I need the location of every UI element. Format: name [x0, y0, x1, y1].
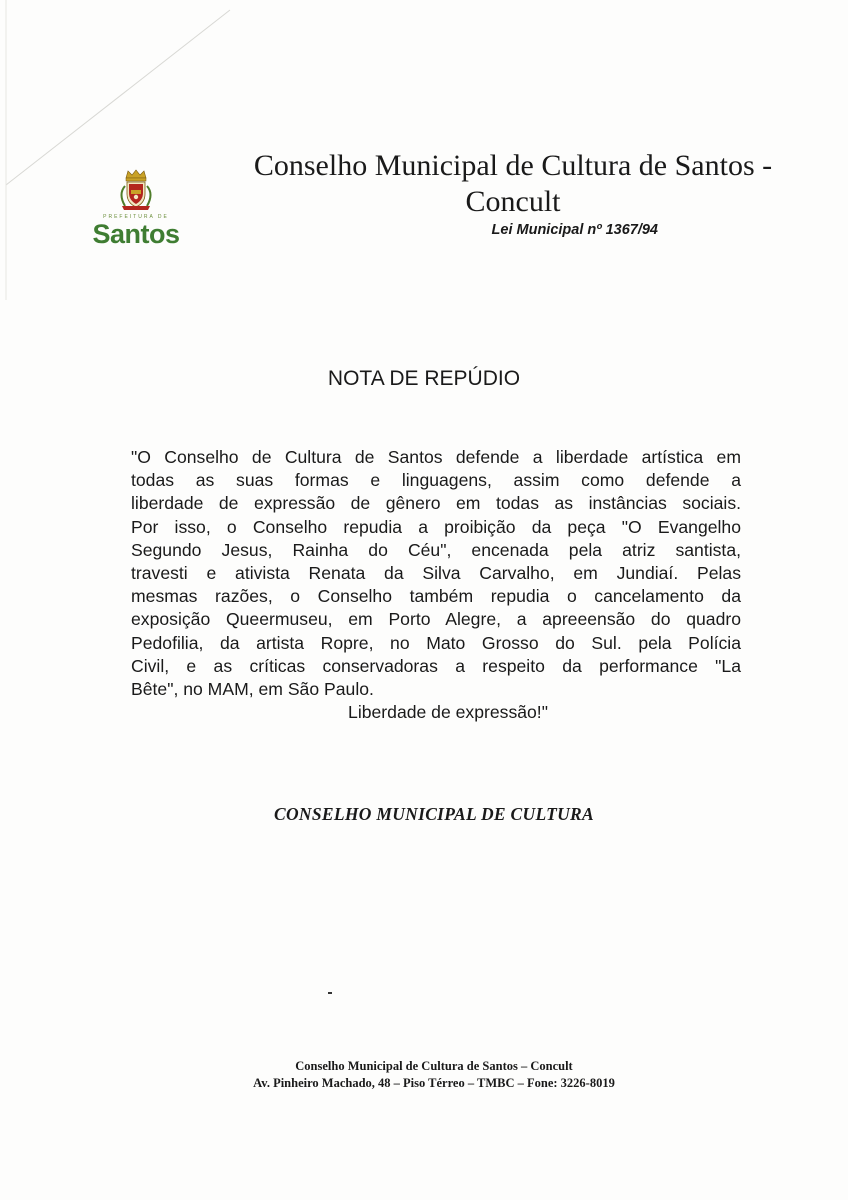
body-line: Pedofilia, da artista Ropre, no Mato Grosso do Sul. pela Polícia: [131, 632, 741, 653]
body-line: mesmas razões, o Conselho também repudia o cancelamento da: [131, 586, 741, 607]
body-line: exposição Queermuseu, em Porto Alegre, a apreeensão do quadro: [131, 609, 741, 630]
body-paragraph: [131, 446, 741, 701]
header-law-reference: Lei Municipal nº 1367/94: [491, 222, 658, 238]
ink-speck: [328, 992, 332, 994]
body-line: Civil, e as críticas conservadoras a respeito da performance "La: [131, 655, 741, 676]
document-header: [228, 148, 798, 238]
logo-city-name: Santos: [92, 219, 180, 249]
closing-line: Liberdade de expressão!": [348, 702, 548, 722]
header-title-line1: Conselho Municipal de Cultura de Santos -: [253, 149, 773, 182]
logo-prefeitura-label: PREFEITURA DE: [103, 214, 169, 220]
city-crest-icon: [114, 168, 158, 212]
body-line: Por isso, o Conselho repudia a proibição da peça "O Evangelho: [131, 516, 741, 537]
prefeitura-logo: [80, 168, 192, 252]
body-line: Segundo Jesus, Rainha do Céu", encenada pela atriz santista,: [131, 539, 741, 560]
body-line: liberdade de expressão de gênero em todas as instâncias sociais.: [131, 493, 741, 514]
footer-line1: Conselho Municipal de Cultura de Santos – Concult: [295, 1059, 573, 1073]
body-line: Bête", no MAM, em São Paulo.: [131, 679, 374, 700]
body-line: "O Conselho de Cultura de Santos defende a liberdade artística em: [131, 447, 741, 467]
body-line: todas as suas formas e linguagens, assim como defende a: [131, 470, 741, 491]
signature: CONSELHO MUNICIPAL DE CULTURA: [273, 804, 595, 824]
footer-line2: Av. Pinheiro Machado, 48 – Piso Térreo – TMBC – Fone: 3226-8019: [253, 1076, 615, 1090]
header-title-line2: Concult: [465, 185, 561, 218]
document-footer: [0, 1058, 848, 1092]
nota-title: NOTA DE REPÚDIO: [327, 367, 521, 390]
body-line: travesti e ativista Renata da Silva Carvalho, em Jundiaí. Pelas: [131, 563, 741, 584]
